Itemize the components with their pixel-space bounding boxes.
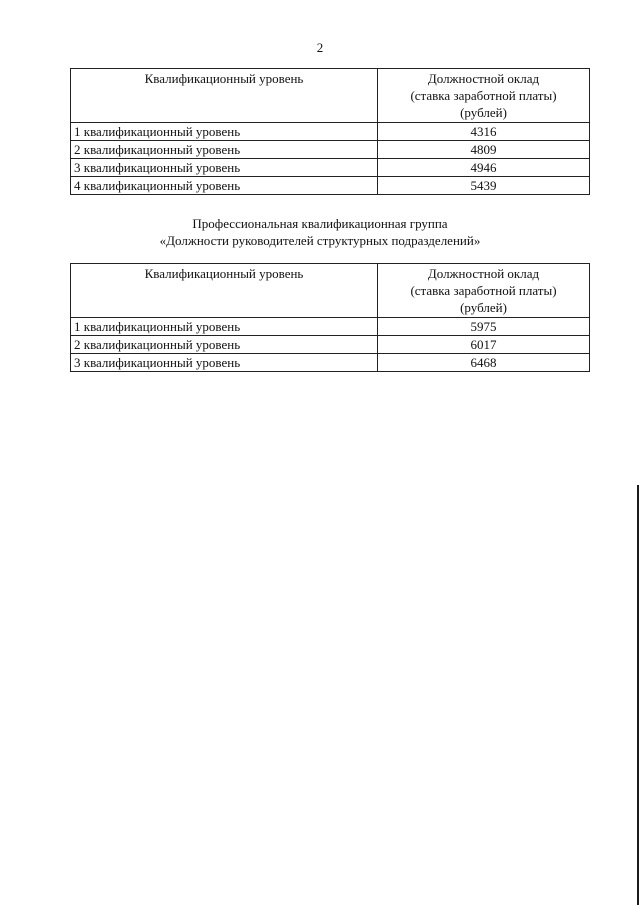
- salary-cell: 4809: [378, 141, 590, 159]
- level-cell: 2 квалификационный уровень: [71, 141, 378, 159]
- salary-cell: 5975: [378, 318, 590, 336]
- salary-header-line: (ставка заработной платы): [410, 283, 557, 298]
- level-cell: 3 квалификационный уровень: [71, 159, 378, 177]
- salary-cell: 4946: [378, 159, 590, 177]
- scan-edge-line: [637, 485, 639, 905]
- level-cell: 4 квалификационный уровень: [71, 177, 378, 195]
- table-row: [71, 336, 590, 354]
- salary-header-line: Должностной оклад: [427, 266, 540, 281]
- salary-cell: 5439: [378, 177, 590, 195]
- level-cell: 2 квалификационный уровень: [71, 336, 378, 354]
- salary-header-line: (рублей): [460, 105, 507, 120]
- salary-cell: 4316: [378, 123, 590, 141]
- table-row: [71, 318, 590, 336]
- salary-cell: 6468: [378, 354, 590, 372]
- group-title-line: «Должности руководителей структурных подразделений»: [159, 233, 481, 248]
- salary-header-line: (рублей): [460, 300, 507, 315]
- table-row: [71, 159, 590, 177]
- salary-table-2: [70, 263, 590, 372]
- column-header-level: Квалификационный уровень: [71, 69, 378, 123]
- group-title: [0, 215, 640, 249]
- level-cell: 1 квалификационный уровень: [71, 123, 378, 141]
- table-header-row: [71, 69, 590, 123]
- table-row: [71, 141, 590, 159]
- table-row: [71, 354, 590, 372]
- table-row: [71, 123, 590, 141]
- group-title-line: Профессиональная квалификационная группа: [192, 216, 448, 231]
- salary-header-line: Должностной оклад: [427, 71, 540, 86]
- column-header-salary: [378, 264, 590, 318]
- salary-header-line: (ставка заработной платы): [410, 88, 557, 103]
- table-row: [71, 177, 590, 195]
- salary-cell: 6017: [378, 336, 590, 354]
- level-cell: 1 квалификационный уровень: [71, 318, 378, 336]
- table-header-row: [71, 264, 590, 318]
- column-header-level: Квалификационный уровень: [71, 264, 378, 318]
- salary-table-1: [70, 68, 590, 195]
- column-header-salary: [378, 69, 590, 123]
- level-cell: 3 квалификационный уровень: [71, 354, 378, 372]
- page-number: 2: [316, 40, 324, 55]
